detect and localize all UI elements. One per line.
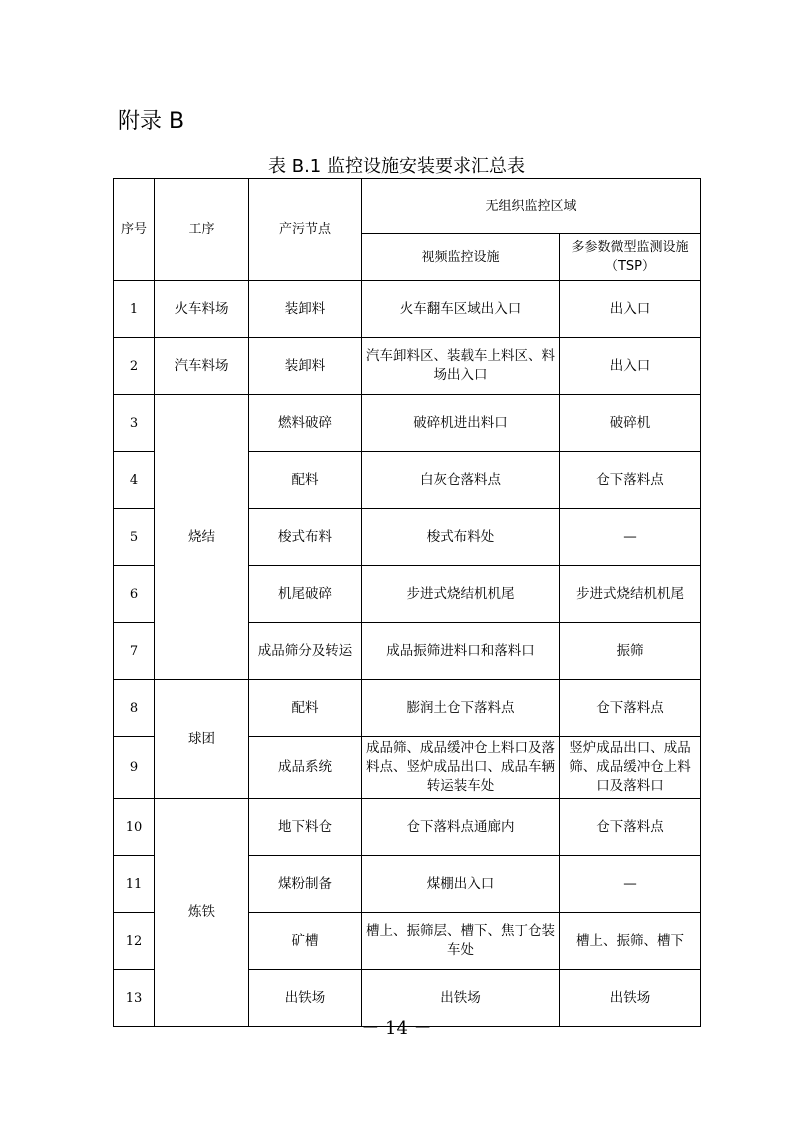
monitoring-facilities-table [113, 178, 701, 1027]
table-row [114, 395, 701, 452]
row-video: 成品筛、成品缓冲仓上料口及落料点、竖炉成品出口、成品车辆转运装车处 [362, 737, 560, 799]
row-number: 3 [114, 395, 155, 452]
row-number: 10 [114, 799, 155, 856]
row-number: 1 [114, 281, 155, 338]
table-row [114, 281, 701, 338]
page-number: － 14 － [361, 1018, 432, 1039]
row-number: 13 [114, 970, 155, 1027]
table-row [114, 680, 701, 737]
row-video: 煤棚出入口 [362, 856, 560, 913]
row-tsp: 步进式烧结机机尾 [560, 566, 701, 623]
row-number: 11 [114, 856, 155, 913]
row-tsp: 仓下落料点 [560, 799, 701, 856]
row-number: 9 [114, 737, 155, 799]
header-row [114, 179, 701, 234]
row-node: 配料 [249, 680, 362, 737]
group-sinter: 烧结 [155, 395, 249, 680]
row-process: 火车料场 [155, 281, 249, 338]
row-node: 出铁场 [249, 970, 362, 1027]
row-number: 5 [114, 509, 155, 566]
row-video: 梭式布料处 [362, 509, 560, 566]
row-video: 膨润土仓下落料点 [362, 680, 560, 737]
row-node: 矿槽 [249, 913, 362, 970]
row-video: 出铁场 [362, 970, 560, 1027]
row-tsp: 竖炉成品出口、成品筛、成品缓冲仓上料口及落料口 [560, 737, 701, 799]
row-video: 火车翻车区域出入口 [362, 281, 560, 338]
row-video: 步进式烧结机机尾 [362, 566, 560, 623]
row-tsp: — [560, 509, 701, 566]
row-tsp: 仓下落料点 [560, 680, 701, 737]
table-row [114, 799, 701, 856]
row-video: 槽上、振筛层、槽下、焦丁仓装车处 [362, 913, 560, 970]
appendix-title: 附录 B [118, 109, 185, 134]
row-process: 汽车料场 [155, 338, 249, 395]
row-node: 装卸料 [249, 338, 362, 395]
row-number: 7 [114, 623, 155, 680]
header-area-group: 无组织监控区域 [362, 179, 701, 234]
table-caption: 表 B.1 监控设施安装要求汇总表 [268, 156, 525, 177]
table-row [114, 338, 701, 395]
header-seq: 序号 [114, 179, 155, 281]
row-node: 燃料破碎 [249, 395, 362, 452]
row-node: 机尾破碎 [249, 566, 362, 623]
row-video: 破碎机进出料口 [362, 395, 560, 452]
row-node: 煤粉制备 [249, 856, 362, 913]
row-video: 仓下落料点通廊内 [362, 799, 560, 856]
row-node: 成品筛分及转运 [249, 623, 362, 680]
row-tsp: 出铁场 [560, 970, 701, 1027]
row-tsp: 出入口 [560, 338, 701, 395]
row-number: 2 [114, 338, 155, 395]
group-pellet: 球团 [155, 680, 249, 799]
row-video: 成品振筛进料口和落料口 [362, 623, 560, 680]
row-node: 梭式布料 [249, 509, 362, 566]
row-node: 成品系统 [249, 737, 362, 799]
header-tsp: 多参数微型监测设施（TSP） [560, 234, 701, 281]
group-iron: 炼铁 [155, 799, 249, 1027]
row-number: 12 [114, 913, 155, 970]
row-tsp: 振筛 [560, 623, 701, 680]
row-number: 8 [114, 680, 155, 737]
row-node: 装卸料 [249, 281, 362, 338]
row-tsp: 出入口 [560, 281, 701, 338]
row-video: 汽车卸料区、装载车上料区、料场出入口 [362, 338, 560, 395]
row-number: 4 [114, 452, 155, 509]
header-video: 视频监控设施 [362, 234, 560, 281]
header-node: 产污节点 [249, 179, 362, 281]
row-tsp: — [560, 856, 701, 913]
row-video: 白灰仓落料点 [362, 452, 560, 509]
row-tsp: 破碎机 [560, 395, 701, 452]
row-tsp: 仓下落料点 [560, 452, 701, 509]
row-node: 地下料仓 [249, 799, 362, 856]
row-tsp: 槽上、振筛、槽下 [560, 913, 701, 970]
header-process: 工序 [155, 179, 249, 281]
row-number: 6 [114, 566, 155, 623]
row-node: 配料 [249, 452, 362, 509]
